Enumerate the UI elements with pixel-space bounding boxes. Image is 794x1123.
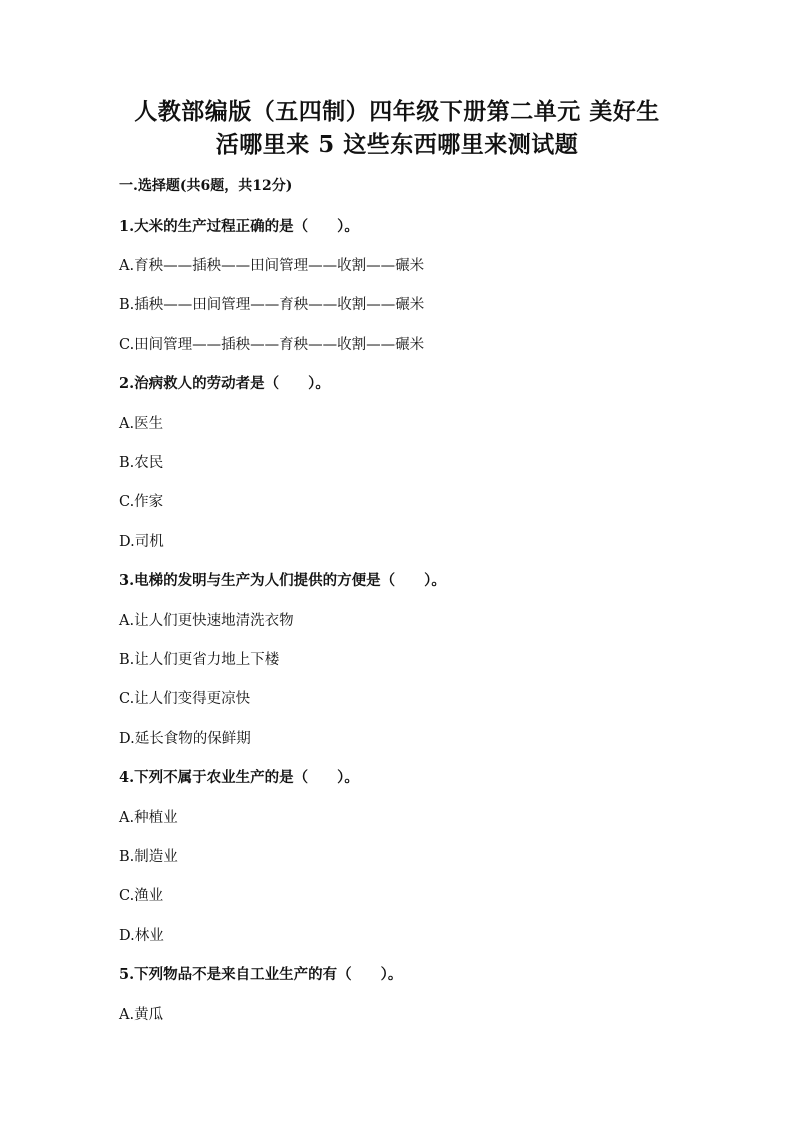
question-2-option-c: C.作家: [119, 494, 164, 510]
question-2-option-a: A.医生: [119, 416, 164, 432]
question-4-option-c: C.渔业: [119, 888, 164, 904]
question-4-option-b: B.制造业: [119, 849, 178, 865]
question-2-option-d: D.司机: [119, 534, 164, 550]
question-1-option-a: A.育秧——插秧——田间管理——收割——碾米: [119, 258, 425, 274]
question-4-option-d: D.林业: [119, 928, 164, 944]
question-3-option-b: B.让人们更省力地上下楼: [119, 652, 280, 668]
question-5-stem: 5.下列物品不是来自工业生产的有（ ）。: [119, 966, 403, 983]
question-3-stem: 3.电梯的发明与生产为人们提供的方便是（ ）。: [119, 572, 446, 589]
question-3-option-a: A.让人们更快速地清洗衣物: [119, 613, 294, 629]
section-heading: 一.选择题(共6题，共12分): [119, 178, 293, 194]
question-1-option-b: B.插秧——田间管理——育秧——收割——碾米: [119, 297, 425, 313]
question-5-option-a: A.黄瓜: [119, 1007, 164, 1023]
document-title-line-1: 人教部编版（五四制）四年级下册第二单元 美好生: [134, 98, 660, 125]
question-3-option-d: D.延长食物的保鲜期: [119, 731, 251, 747]
document-title-line-2: 活哪里来 5 这些东西哪里来测试题: [215, 131, 579, 158]
question-3-option-c: C.让人们变得更凉快: [119, 691, 251, 707]
question-4-stem: 4.下列不属于农业生产的是（ ）。: [119, 769, 359, 786]
question-1-option-c: C.田间管理——插秧——育秧——收割——碾米: [119, 337, 425, 353]
question-1-stem: 1.大米的生产过程正确的是（ ）。: [119, 218, 359, 235]
question-2-option-b: B.农民: [119, 455, 164, 471]
question-2-stem: 2.治病救人的劳动者是（ ）。: [119, 375, 330, 392]
question-4-option-a: A.种植业: [119, 810, 178, 826]
